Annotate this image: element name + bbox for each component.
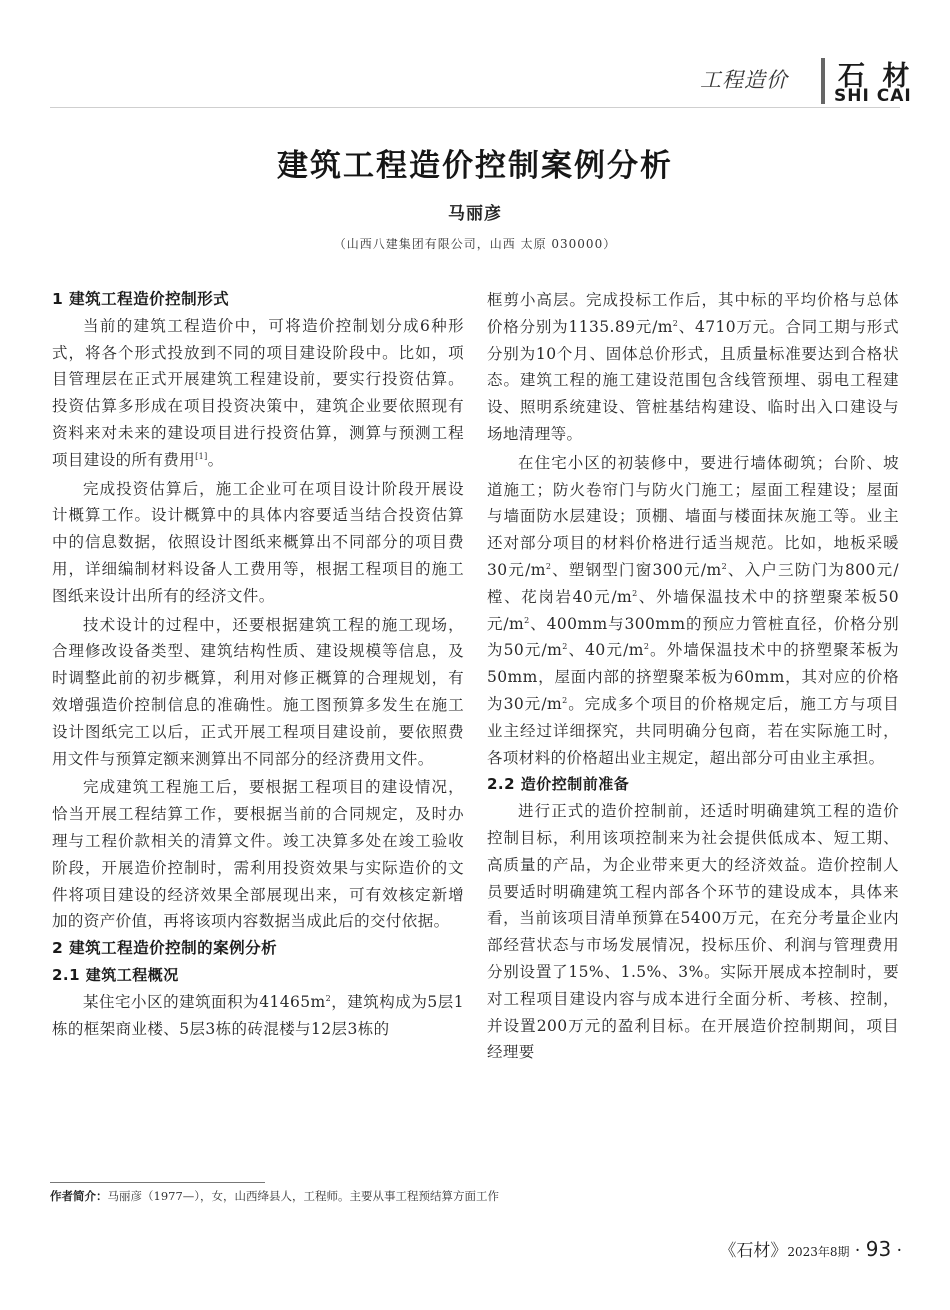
paragraph-4: 完成建筑工程施工后，要根据工程项目的建设情况，恰当开展工程结算工作，要根据当前的合同规定，及时办理与工程价款相关的清算文件。竣工决算多处在竣工验收阶段，开展造价控制时，需利用投资效果与实际造价的文件将项目建设的经济效果全部展现出来，可有效核定新增加的资产价值，再将该项内容数据当成此后的交付依据。: [52, 778, 464, 931]
subsection-heading-2-2: 2.2 造价控制前准备: [487, 775, 630, 794]
paragraph-5-text-b: ，建筑构成为5层1栋的框架商业楼、5层3栋的砖混楼与12层3栋的: [52, 992, 464, 1038]
paragraph-2: 完成投资估算后，施工企业可在项目设计阶段开展设计概算工作。设计概算中的具体内容要适当结合投资估算中的信息数据，依照设计图纸来概算出不同部分的项目费用，详细编制材料设备人工费用等，根据工程项目的施工图纸来设计出所有的经济文件。: [52, 479, 464, 605]
article-author: 马丽彦: [448, 204, 502, 224]
folio-dot: ·: [854, 1241, 861, 1261]
folio-journal: 《石材》: [719, 1241, 788, 1261]
superscript: 2: [643, 642, 650, 652]
paragraph-7-text: 、塑钢型门窗300元/m: [551, 560, 722, 579]
paragraph-7-text: 、外墙保温技术中的挤塑聚苯板50元/m: [487, 587, 899, 633]
paragraph-6-text-a: 框剪小高层。完成投标工作后，其中标的平均价格与总体价格分别为1135.89元/m: [487, 291, 899, 336]
superscript: 2: [672, 318, 679, 328]
paragraph-3: 技术设计的过程中，还要根据建筑工程的施工现场，合理修改设备类型、建筑结构性质、建设规模等信息，及时调整此前的初步概算，利用对修正概算的合理规划，有效增强造价控制信息的准确性。施工图预算多发生在施工设计图纸完工以后，正式开展工程项目建设前，要依照费用文件与预算定额来测算出不同部分的经济费用文件。: [52, 615, 464, 768]
superscript: 2: [562, 642, 568, 652]
folio-dot: ·: [896, 1241, 902, 1261]
running-header-journal-cn: 石 材: [838, 61, 914, 92]
section-heading-2: 2 建筑工程造价控制的案例分析: [52, 939, 278, 958]
footnote-rule: [50, 1182, 265, 1183]
paragraph-1-end: 。: [207, 450, 224, 469]
paragraph-6-text-b: 、4710万元。合同工期与形式分别为10个月、固体总价形式，且质量标准要达到合格状态。建筑工程的施工建设范围包含线管预埋、弱电工程建设、照明系统建设、管桩基结构建设、临时出入口建设与场地清理等。: [487, 317, 899, 443]
running-header-journal-en: SHI CAI: [834, 86, 912, 106]
paragraph-7-text: 、400mm与300mm的预应力管桩直径，价格分别为50元/m: [487, 614, 900, 660]
superscript: 2: [562, 695, 568, 705]
paragraph-7: [487, 450, 899, 772]
superscript: 2: [325, 993, 332, 1003]
article-affiliation: （山西八建集团有限公司，山西 太原 030000）: [333, 237, 617, 251]
citation-ref: [1]: [195, 451, 208, 461]
page-folio: [719, 1236, 902, 1261]
author-footnote: [50, 1188, 910, 1204]
running-header-divider: [821, 58, 825, 104]
paragraph-1-text: 当前的建筑工程造价中，可将造价控制划分成6种形式，将各个形式投放到不同的项目建设阶段中。比如，项目管理层在正式开展建筑工程建设前，要实行投资估算。投资估算多形成在项目投资决策中，建筑企业要依照现有资料来对未来的建设项目进行投资估算，测算与预测工程项目建设的所有费用: [52, 316, 464, 469]
paragraph-7-text: 在住宅小区的初装修中，要进行墙体砌筑；台阶、坡道施工；防火卷帘门与防火门施工；屋面工程建设；屋面与墙面防水层建设；顶棚、墙面与楼面抹灰施工等。业主还对部分项目的材料价格进行适当规范。比如，地板采暖30元/m: [487, 453, 899, 579]
superscript: 2: [524, 615, 530, 625]
paragraph-1: [52, 313, 464, 474]
footnote-label: 作者简介：: [50, 1189, 108, 1203]
header-rule: [50, 107, 900, 108]
running-header-section: 工程造价: [700, 68, 788, 92]
paragraph-7-text: 。完成多个项目的价格规定后，施工方与项目业主经过详细探究，共同明确分包商，若在实际施工时，各项材料的价格超出业主规定，超出部分可由业主承担。: [487, 694, 899, 767]
subsection-heading-2-1: 2.1 建筑工程概况: [52, 965, 179, 984]
article-title: 建筑工程造价控制案例分析: [277, 148, 673, 184]
folio-issue: 2023年8期: [787, 1245, 850, 1259]
paragraph-6: [487, 287, 899, 448]
section-heading-1: 1 建筑工程造价控制形式: [52, 290, 230, 308]
right-column: [487, 287, 899, 1066]
footnote-text: 马丽彦（1977—），女，山西绛县人，工程师。主要从事工程预结算方面工作: [107, 1189, 500, 1203]
superscript: 2: [721, 561, 728, 571]
page-number: 93: [865, 1237, 892, 1261]
paragraph-7-text: 、入户三防门为800元/樘、花岗岩40元/m: [487, 560, 899, 606]
paragraph-5-text-a: 某住宅小区的建筑面积为41465m: [83, 992, 326, 1011]
paragraph-7-text: 。外墙保温技术中的挤塑聚苯板为50mm，屋面内部的挤塑聚苯板为60mm，其对应的价格为30元/m: [487, 641, 899, 713]
left-column: [52, 286, 464, 1042]
superscript: 2: [545, 561, 552, 571]
paragraph-7-text: 、40元/m: [567, 641, 644, 660]
paragraph-8: 进行正式的造价控制前，还适时明确建筑工程的造价控制目标，利用该项控制来为社会提供低成本、短工期、高质量的产品，为企业带来更大的经济效益。造价控制人员要适时明确建筑工程内部各个环节的建设成本，具体来看，当前该项目清单预算在5400万元，在充分考量企业内部经营状态与市场发展情况，投标压价、利润与管理费用分别设置了15%、1.5%、3%。实际开展成本控制时，要对工程项目建设内容与成本进行全面分析、考核、控制，并设置200万元的盈利目标。在开展造价控制期间，项目经理要: [487, 802, 899, 1062]
superscript: 2: [632, 588, 638, 598]
paragraph-5: [52, 989, 464, 1043]
